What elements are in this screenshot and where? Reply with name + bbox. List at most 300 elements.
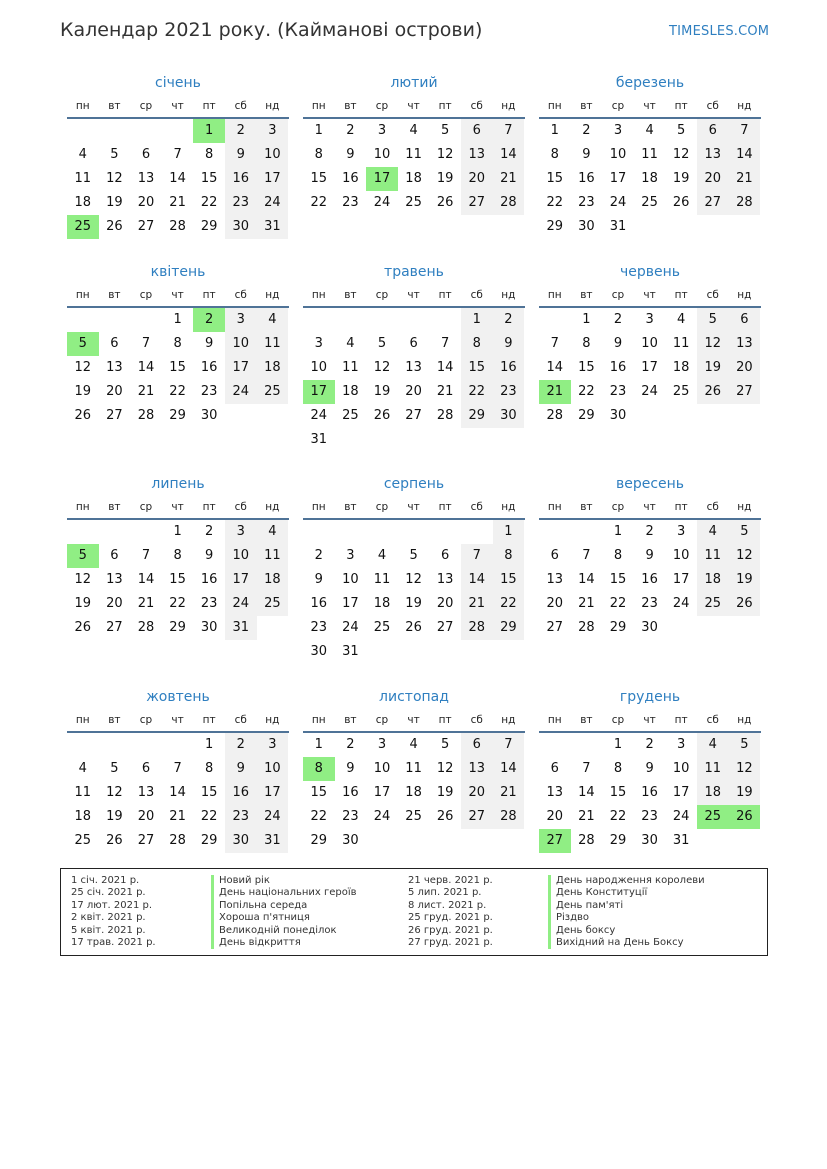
week-row (67, 356, 289, 380)
weekend-day-cell: 8 (493, 544, 525, 568)
weekend-day-cell: 9 (225, 757, 257, 781)
week-row (303, 119, 525, 143)
month-1 (67, 70, 289, 239)
weekday-label: ср (139, 100, 153, 112)
day-cell: 19 (373, 384, 391, 399)
weekend-day-cell: 30 (225, 215, 257, 239)
week-row (539, 143, 761, 167)
day-cell: 2 (645, 737, 654, 752)
weekday-label: сб (706, 289, 719, 301)
weekend-day-cell: 12 (729, 544, 761, 568)
empty-cell (461, 428, 493, 452)
weekday-label: пн (75, 289, 90, 301)
month-name: жовтень (146, 689, 210, 705)
empty-cell (461, 520, 493, 544)
day-cell: 8 (205, 761, 214, 776)
week-row (303, 308, 525, 332)
weekend-day-cell: 6 (461, 119, 493, 143)
day-cell: 16 (200, 360, 218, 375)
weekday-label: пн (547, 289, 562, 301)
day-cell: 16 (641, 785, 658, 800)
holiday-date: 8 лист. 2021 р. (408, 899, 487, 911)
day-cell: 14 (578, 572, 595, 587)
weekend-day-cell: 16 (493, 356, 525, 380)
weekend-day-cell: 7 (729, 119, 761, 143)
empty-cell (429, 428, 461, 452)
month-name: березень (615, 75, 685, 91)
week-row (539, 191, 761, 215)
day-cell: 31 (310, 432, 328, 447)
holiday-day-cell: 25 (67, 215, 99, 239)
holiday-date: 2 квіт. 2021 р. (71, 912, 146, 924)
day-cell: 3 (346, 548, 355, 563)
month-6 (539, 259, 761, 428)
day-cell: 11 (74, 171, 92, 186)
day-cell: 9 (346, 761, 355, 776)
week-row (67, 829, 289, 853)
day-cell: 19 (436, 785, 454, 800)
empty-cell (130, 308, 162, 332)
weekend-day-cell: 18 (697, 781, 729, 805)
weekend-day-cell: 13 (461, 757, 493, 781)
day-cell: 11 (405, 761, 422, 776)
week-row (539, 616, 761, 640)
week-row (303, 191, 525, 215)
week-row (539, 119, 761, 143)
weekend-day-cell: 26 (697, 380, 729, 404)
holiday-date: 21 черв. 2021 р. (408, 875, 493, 886)
day-cell: 14 (546, 360, 564, 375)
day-cell: 20 (106, 384, 123, 399)
weekday-label: пт (438, 289, 452, 301)
day-cell: 11 (672, 336, 690, 351)
weekday-label: нд (265, 100, 280, 112)
holiday-day-cell: 2 (193, 308, 225, 332)
weekend-day-cell: 19 (697, 356, 729, 380)
empty-cell (366, 308, 398, 332)
day-cell: 10 (342, 572, 359, 587)
week-row (539, 356, 761, 380)
day-cell: 6 (141, 147, 151, 162)
day-cell: 7 (582, 761, 591, 776)
week-row (67, 215, 289, 239)
legend-dates-right (408, 875, 493, 949)
legend-names-left (211, 875, 357, 949)
weekday-label: ср (611, 714, 625, 726)
weekend-day-cell: 14 (493, 143, 525, 167)
weekend-day-cell: 3 (257, 119, 289, 143)
brand-link[interactable]: TIMESLES.COM (669, 24, 770, 39)
month-8 (303, 471, 525, 664)
day-cell: 15 (169, 572, 186, 587)
day-cell: 7 (141, 336, 151, 351)
week-row (303, 404, 525, 428)
day-cell: 4 (409, 123, 418, 138)
holiday-name: Різдво (548, 912, 705, 924)
day-cell: 27 (106, 408, 123, 423)
weekend-day-cell: 13 (697, 143, 729, 167)
weekday-header (303, 496, 525, 518)
day-cell: 4 (645, 123, 654, 138)
holiday-date: 5 лип. 2021 р. (408, 887, 482, 899)
weekday-label: сб (470, 100, 483, 112)
day-cell: 10 (373, 761, 391, 776)
week-row (539, 805, 761, 829)
weekend-day-cell: 29 (461, 404, 493, 428)
day-cell: 15 (169, 360, 186, 375)
month-name: квітень (150, 264, 206, 280)
weekend-day-cell: 6 (729, 308, 761, 332)
weekday-label: ср (611, 501, 625, 513)
weekday-label: сб (234, 100, 247, 112)
weekend-day-cell: 25 (257, 592, 289, 616)
day-cell: 2 (346, 123, 355, 138)
day-cell: 8 (173, 336, 182, 351)
month-9 (539, 471, 761, 640)
month-7 (67, 471, 289, 640)
weekend-day-cell: 25 (257, 380, 289, 404)
weekday-label: вт (108, 501, 121, 513)
day-cell: 26 (436, 809, 454, 824)
empty-cell (697, 215, 729, 239)
month-name: вересень (615, 476, 685, 492)
week-row (67, 167, 289, 191)
month-2 (303, 70, 525, 215)
weekday-header (303, 709, 525, 731)
day-cell: 22 (609, 596, 627, 611)
day-cell: 24 (373, 809, 391, 824)
day-cell: 27 (405, 408, 422, 423)
week-row (67, 757, 289, 781)
day-cell: 11 (641, 147, 658, 162)
weekend-day-cell: 11 (257, 544, 289, 568)
day-cell: 22 (609, 809, 627, 824)
weekend-day-cell: 24 (225, 592, 257, 616)
month-3 (539, 70, 761, 239)
weekend-day-cell: 3 (225, 308, 257, 332)
holiday-day-cell: 21 (539, 380, 571, 404)
weekend-day-cell: 11 (257, 332, 289, 356)
weekend-day-cell: 1 (493, 520, 525, 544)
weekday-label: вт (580, 501, 593, 513)
day-cell: 25 (74, 833, 92, 848)
month-name: липень (151, 476, 205, 492)
weekday-label: чт (407, 100, 420, 112)
weekend-day-cell: 28 (493, 805, 525, 829)
weekend-day-cell: 4 (697, 520, 729, 544)
day-cell: 9 (314, 572, 323, 587)
weekend-day-cell: 20 (697, 167, 729, 191)
week-row (67, 568, 289, 592)
day-cell: 22 (200, 195, 218, 210)
day-cell: 19 (74, 384, 92, 399)
week-row (303, 167, 525, 191)
day-cell: 22 (200, 809, 218, 824)
empty-cell (99, 733, 131, 757)
day-cell: 6 (409, 336, 418, 351)
week-row (67, 544, 289, 568)
empty-cell (398, 428, 430, 452)
day-cell: 31 (342, 644, 359, 659)
day-cell: 26 (74, 408, 92, 423)
day-cell: 24 (672, 596, 690, 611)
day-cell: 25 (641, 195, 658, 210)
weekday-label: вт (108, 714, 121, 726)
weekend-day-cell: 23 (225, 191, 257, 215)
week-row (539, 167, 761, 191)
day-cell: 24 (672, 809, 690, 824)
day-cell: 17 (641, 360, 658, 375)
day-cell: 5 (377, 336, 387, 351)
day-cell: 24 (609, 195, 627, 210)
day-cell: 12 (74, 360, 92, 375)
day-cell: 19 (74, 596, 92, 611)
empty-cell (571, 733, 603, 757)
day-cell: 3 (645, 312, 654, 327)
empty-cell (571, 520, 603, 544)
day-cell: 4 (377, 548, 387, 563)
day-cell: 4 (677, 312, 686, 327)
weekday-label: пт (202, 501, 216, 513)
weekend-day-cell: 6 (697, 119, 729, 143)
day-cell: 9 (582, 147, 591, 162)
week-row (67, 616, 289, 640)
day-cell: 17 (609, 171, 627, 186)
weekday-label: вт (344, 714, 357, 726)
day-cell: 15 (546, 171, 564, 186)
day-cell: 28 (137, 408, 155, 423)
weekend-day-cell: 5 (729, 520, 761, 544)
day-cell: 20 (137, 809, 155, 824)
day-cell: 18 (342, 384, 359, 399)
day-cell: 1 (613, 737, 623, 752)
day-cell: 19 (106, 809, 123, 824)
holiday-day-cell: 17 (366, 167, 398, 191)
weekend-day-cell: 11 (697, 544, 729, 568)
weekday-label: пт (438, 714, 452, 726)
day-cell: 4 (78, 761, 87, 776)
month-name: січень (155, 75, 201, 91)
weekend-day-cell: 12 (697, 332, 729, 356)
weekend-day-cell: 10 (257, 757, 289, 781)
weekday-header (303, 95, 525, 117)
day-cell: 12 (436, 761, 454, 776)
week-row (67, 781, 289, 805)
day-cell: 6 (441, 548, 450, 563)
day-cell: 26 (106, 219, 123, 234)
empty-cell (461, 640, 493, 664)
holiday-day-cell: 25 (697, 805, 729, 829)
weekend-day-cell: 10 (225, 332, 257, 356)
weekend-day-cell: 19 (729, 568, 761, 592)
weekend-day-cell: 9 (493, 332, 525, 356)
weekday-label: пт (674, 100, 688, 112)
day-cell: 4 (78, 147, 87, 162)
day-cell: 6 (550, 761, 559, 776)
weekend-day-cell: 17 (257, 167, 289, 191)
day-cell: 23 (310, 620, 328, 635)
day-cell: 26 (405, 620, 422, 635)
weekday-label: сб (470, 501, 483, 513)
weekend-day-cell: 2 (493, 308, 525, 332)
week-row (67, 733, 289, 757)
weekend-day-cell: 20 (461, 167, 493, 191)
day-cell: 5 (110, 761, 119, 776)
weekend-day-cell: 13 (461, 143, 493, 167)
day-cell: 10 (373, 147, 391, 162)
day-cell: 30 (609, 408, 627, 423)
day-cell: 12 (373, 360, 391, 375)
day-cell: 23 (578, 195, 595, 210)
weekday-label: пн (75, 501, 90, 513)
weekend-day-cell: 31 (225, 616, 257, 640)
weekday-header (539, 496, 761, 518)
day-cell: 8 (314, 147, 323, 162)
day-cell: 29 (609, 833, 627, 848)
weekday-label: вт (344, 501, 357, 513)
weekend-day-cell: 31 (257, 829, 289, 853)
day-cell: 29 (200, 219, 218, 234)
weekday-label: ср (611, 289, 625, 301)
day-cell: 25 (405, 195, 422, 210)
day-cell: 12 (106, 171, 123, 186)
day-cell: 10 (672, 761, 690, 776)
day-cell: 28 (436, 408, 454, 423)
weekend-day-cell: 4 (257, 308, 289, 332)
empty-cell (130, 119, 162, 143)
day-cell: 24 (310, 408, 328, 423)
day-cell: 12 (405, 572, 422, 587)
day-cell: 30 (342, 833, 359, 848)
weekday-label: вт (108, 100, 121, 112)
weekend-day-cell: 22 (493, 592, 525, 616)
day-cell: 16 (310, 596, 328, 611)
day-cell: 14 (169, 171, 186, 186)
week-row (539, 380, 761, 404)
weekday-label: пн (75, 714, 90, 726)
weekend-day-cell: 24 (257, 191, 289, 215)
day-cell: 7 (173, 147, 182, 162)
empty-cell (429, 308, 461, 332)
day-cell: 5 (441, 123, 450, 138)
weekend-day-cell: 20 (729, 356, 761, 380)
week-row (303, 568, 525, 592)
month-4 (67, 259, 289, 428)
week-row (539, 829, 761, 853)
day-cell: 3 (314, 336, 323, 351)
empty-cell (398, 829, 430, 853)
weekday-label: ср (375, 100, 389, 112)
weekday-label: пт (674, 289, 688, 301)
day-cell: 18 (405, 785, 422, 800)
day-cell: 15 (578, 360, 595, 375)
weekday-label: сб (234, 289, 247, 301)
weekend-day-cell: 2 (225, 119, 257, 143)
day-cell: 19 (106, 195, 123, 210)
day-cell: 2 (314, 548, 323, 563)
week-row (67, 805, 289, 829)
day-cell: 19 (672, 171, 690, 186)
holiday-date: 17 трав. 2021 р. (71, 936, 156, 948)
empty-cell (335, 308, 367, 332)
holiday-date: 25 січ. 2021 р. (71, 887, 146, 899)
day-cell: 28 (169, 219, 186, 234)
day-cell: 9 (205, 336, 214, 351)
day-cell: 21 (169, 195, 186, 210)
day-cell: 31 (609, 219, 627, 234)
day-cell: 22 (310, 809, 328, 824)
holiday-date: 1 січ. 2021 р. (71, 875, 140, 886)
day-cell: 15 (310, 171, 328, 186)
empty-cell (539, 520, 571, 544)
weekday-label: пт (438, 501, 452, 513)
empty-cell (634, 215, 666, 239)
day-cell: 22 (169, 384, 186, 399)
day-cell: 26 (106, 833, 123, 848)
week-row (539, 332, 761, 356)
day-cell: 20 (546, 809, 564, 824)
weekend-day-cell: 30 (493, 404, 525, 428)
weekend-day-cell: 26 (729, 592, 761, 616)
weekday-header (539, 284, 761, 306)
day-cell: 13 (405, 360, 422, 375)
weekday-label: ср (375, 501, 389, 513)
day-cell: 9 (346, 147, 355, 162)
day-cell: 1 (582, 312, 591, 327)
empty-cell (729, 404, 761, 428)
day-cell: 26 (74, 620, 92, 635)
weekend-day-cell: 28 (729, 191, 761, 215)
weekday-label: чт (407, 289, 420, 301)
day-cell: 27 (436, 620, 454, 635)
day-cell: 18 (74, 809, 92, 824)
day-cell: 29 (609, 620, 627, 635)
weekday-label: пн (547, 714, 562, 726)
day-cell: 18 (672, 360, 690, 375)
empty-cell (729, 616, 761, 640)
weekday-label: чт (171, 289, 184, 301)
weekend-day-cell: 2 (225, 733, 257, 757)
weekday-label: нд (737, 714, 752, 726)
day-cell: 1 (173, 524, 182, 539)
day-cell: 3 (377, 737, 387, 752)
holiday-name: День пам'яті (548, 900, 705, 912)
week-row (303, 805, 525, 829)
day-cell: 4 (346, 336, 355, 351)
weekday-label: чт (643, 100, 656, 112)
day-cell: 7 (582, 548, 591, 563)
empty-cell (398, 520, 430, 544)
page-title: Календар 2021 року. (Кайманові острови) (60, 19, 483, 41)
day-cell: 17 (672, 572, 690, 587)
week-row (539, 757, 761, 781)
day-cell: 7 (550, 336, 559, 351)
month-name: листопад (379, 689, 449, 705)
day-cell: 22 (169, 596, 186, 611)
month-name: червень (619, 264, 681, 280)
empty-cell (398, 640, 430, 664)
day-cell: 21 (137, 384, 155, 399)
weekend-day-cell: 11 (697, 757, 729, 781)
weekday-label: нд (737, 100, 752, 112)
day-cell: 18 (641, 171, 658, 186)
weekend-day-cell: 17 (225, 356, 257, 380)
weekday-header (67, 709, 289, 731)
day-cell: 11 (342, 360, 359, 375)
day-cell: 14 (436, 360, 454, 375)
holiday-date: 26 груд. 2021 р. (408, 924, 493, 936)
day-cell: 30 (641, 620, 658, 635)
